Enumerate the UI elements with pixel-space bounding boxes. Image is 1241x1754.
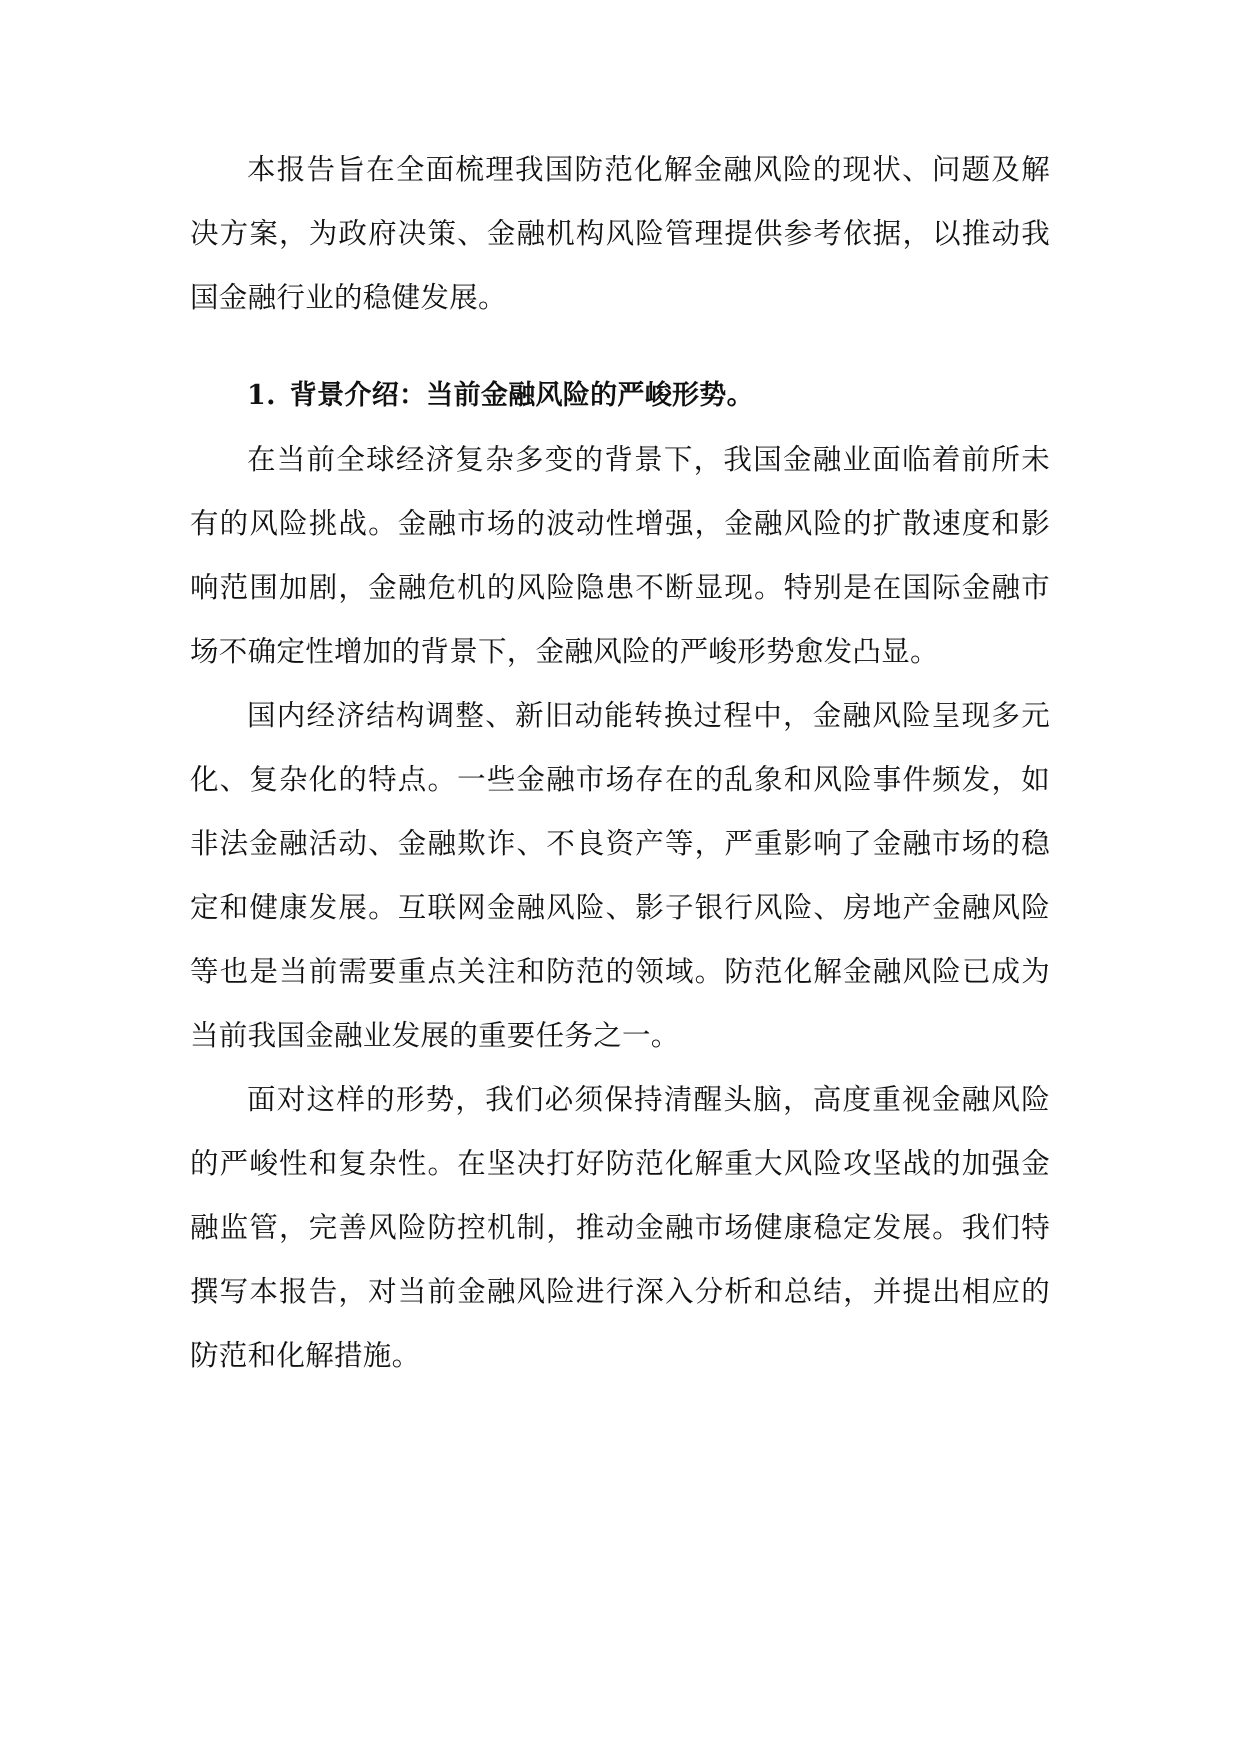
body-paragraph-3: 面对这样的形势，我们必须保持清醒头脑，高度重视金融风险的严峻性和复杂性。在坚决打好防范化解重大风险攻坚战的加强金融监管，完善风险防控机制，推动金融市场健康稳定发展。我们特撰写本报告，对当前金融风险进行深入分析和总结，并提出相应的防范和化解措施。 bbox=[190, 1083, 1050, 1372]
section-title: 背景介绍：当前金融风险的严峻形势。 bbox=[289, 380, 754, 411]
intro-paragraph: 本报告旨在全面梳理我国防范化解金融风险的现状、问题及解决方案，为政府决策、金融机构风险管理提供参考依据，以推动我国金融行业的稳健发展。 bbox=[190, 153, 1050, 314]
document-body bbox=[190, 138, 1050, 1388]
section-heading bbox=[190, 364, 1050, 428]
section-number: 1. bbox=[247, 380, 276, 411]
body-paragraph-1: 在当前全球经济复杂多变的背景下，我国金融业面临着前所未有的风险挑战。金融市场的波动性增强，金融风险的扩散速度和影响范围加剧，金融危机的风险隐患不断显现。特别是在国际金融市场不确定性增加的背景下，金融风险的严峻形势愈发凸显。 bbox=[190, 443, 1050, 668]
body-paragraph-2: 国内经济结构调整、新旧动能转换过程中，金融风险呈现多元化、复杂化的特点。一些金融市场存在的乱象和风险事件频发，如非法金融活动、金融欺诈、不良资产等，严重影响了金融市场的稳定和健康发展。互联网金融风险、影子银行风险、房地产金融风险等也是当前需要重点关注和防范的领域。防范化解金融风险已成为当前我国金融业发展的重要任务之一。 bbox=[190, 699, 1050, 1052]
